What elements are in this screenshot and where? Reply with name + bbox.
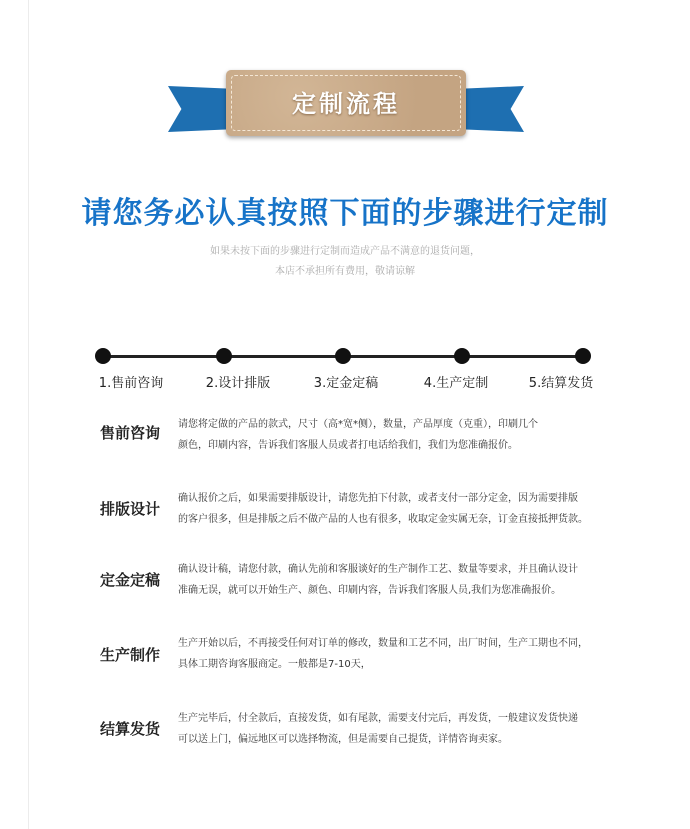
section-line: 请您将定做的产品的款式，尺寸（高*宽*侧），数量，产品厚度（克重），印刷几个 — [178, 419, 538, 430]
timeline-step-label: 4.生产定制 — [423, 376, 489, 391]
title-banner — [168, 64, 524, 146]
section-line: 确认报价之后，如果需要排版设计，请您先拍下付款，或者支付一部分定金，因为需要排版 — [178, 493, 578, 504]
disclaimer-line-1: 如果未按下面的步骤进行定制而造成产品不满意的退货问题， — [210, 246, 480, 257]
timeline-dot-3 — [335, 348, 351, 364]
section-title: 售前咨询 — [100, 424, 161, 442]
timeline-dot-4 — [454, 348, 470, 364]
section-body — [178, 488, 598, 530]
kraft-plaque — [226, 70, 466, 136]
timeline-dot-5 — [575, 348, 591, 364]
section-line: 生产开始以后，不再接受任何对订单的修改，数量和工艺不同，出厂时间，生产工期也不同， — [178, 638, 588, 649]
page-edge-rule — [28, 0, 29, 829]
timeline-step-label: 1.售前咨询 — [98, 376, 164, 391]
section-line: 确认设计稿，请您付款，确认先前和客服谈好的生产制作工艺、数量等要求，并且确认设计 — [178, 564, 578, 575]
section-title: 结算发货 — [100, 720, 161, 738]
timeline-step-label: 3.定金定稿 — [313, 376, 379, 391]
section-line: 可以送上门，偏远地区可以选择物流，但是需要自己提货，详情咨询卖家。 — [178, 734, 508, 745]
section-line: 准确无误，就可以开始生产、颜色、印刷内容，告诉我们客服人员,我们为您准确报价。 — [178, 585, 562, 596]
section-line: 的客户很多，但是排版之后不做产品的人也有很多，收取定金实属无奈，订金直接抵押货款。 — [178, 514, 588, 525]
section-body — [178, 559, 598, 601]
page-headline: 请您务必认真按照下面的步骤进行定制 — [81, 196, 609, 231]
section-body — [178, 633, 598, 675]
banner-title: 定制流程 — [292, 90, 400, 118]
section-body — [178, 708, 598, 750]
section-title: 定金定稿 — [100, 571, 161, 589]
section-line: 具体工期咨询客服商定。一般都是7-10天， — [178, 659, 371, 670]
section-line: 生产完毕后，付全款后，直接发货，如有尾款，需要支付完后，再发货，一般建议发货快递 — [178, 713, 578, 724]
section-title: 生产制作 — [100, 646, 161, 664]
timeline-dot-1 — [95, 348, 111, 364]
section-body — [178, 414, 598, 456]
section-title: 排版设计 — [100, 500, 161, 518]
disclaimer-line-2: 本店不承担所有费用，敬请谅解 — [275, 266, 415, 277]
timeline-dot-2 — [216, 348, 232, 364]
timeline-step-label: 5.结算发货 — [528, 376, 594, 391]
timeline-step-label: 2.设计排版 — [205, 376, 271, 391]
section-line: 颜色，印刷内容，告诉我们客服人员或者打电话给我们，我们为您准确报价。 — [178, 440, 518, 451]
